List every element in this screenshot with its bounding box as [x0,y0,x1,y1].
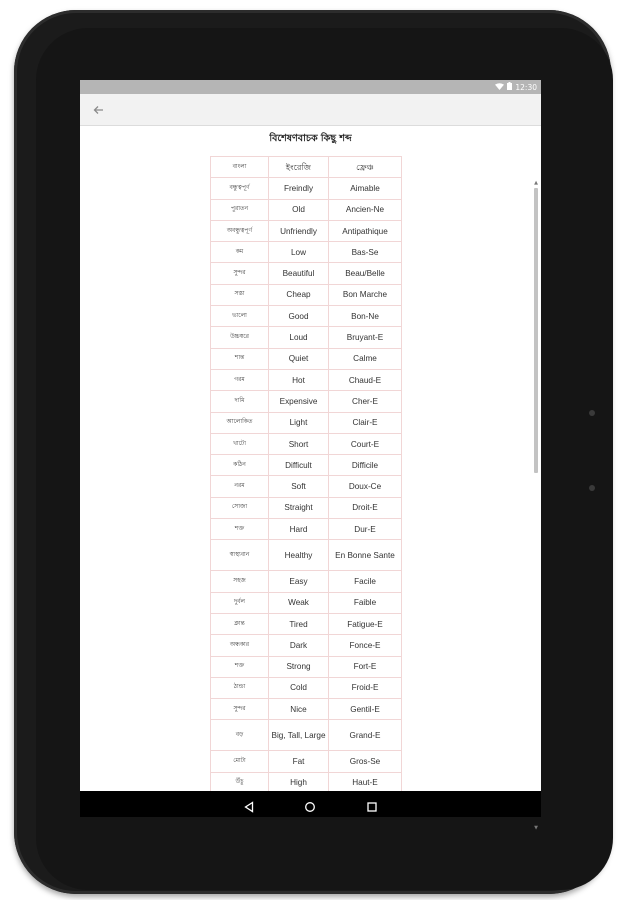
page-title: বিশেষণবাচক কিছু শব্দ [269,133,352,144]
cell-french: Haut-E [329,772,402,793]
wifi-icon [495,83,504,92]
cell-english: High [269,772,329,793]
cell-english: Straight [269,497,329,518]
cell-english: Healthy [269,540,329,571]
cell-english: Loud [269,327,329,348]
cell-bengali: ক্লান্ত [211,613,269,634]
cell-french: Froid-E [329,677,402,698]
cell-french: Bas-Se [329,242,402,263]
cell-english: Unfriendly [269,220,329,241]
table-row [211,677,402,698]
cell-bengali: বাংলা [211,157,269,178]
scroll-up-arrow-icon[interactable]: ▲ [534,180,538,186]
cell-english: Hard [269,519,329,540]
cell-french: Bon-Ne [329,306,402,327]
nav-back-triangle-icon[interactable] [243,798,255,810]
status-bar [80,80,541,94]
table-row [211,220,402,241]
table-row [211,306,402,327]
cell-french: Cher-E [329,391,402,412]
status-time: 12:30 [515,82,537,92]
cell-french: En Bonne Sante [329,540,402,571]
cell-english: Cold [269,677,329,698]
cell-bengali: সস্তা [211,284,269,305]
cell-french: Bon Marche [329,284,402,305]
cell-french: ফ্রেঞ্চ [329,157,402,178]
cell-bengali: পুরাতন [211,199,269,220]
cell-bengali: অবন্ধুত্বপূর্ণ [211,220,269,241]
side-sensor-top [589,410,595,416]
cell-bengali: বড় [211,720,269,751]
table-row [211,178,402,199]
table-row [211,476,402,497]
content-area[interactable] [80,126,541,831]
cell-english: Hot [269,369,329,390]
cell-english: Dark [269,635,329,656]
cell-english: Easy [269,571,329,592]
cell-french: Droit-E [329,497,402,518]
device-screen [80,80,541,831]
cell-english: Nice [269,699,329,720]
cell-bengali: শক্ত [211,519,269,540]
table-row [211,497,402,518]
cell-english: Soft [269,476,329,497]
table-row [211,656,402,677]
cell-english: Old [269,199,329,220]
table-row [211,455,402,476]
nav-recents-square-icon[interactable] [366,798,378,810]
cell-bengali: কঠিন [211,455,269,476]
cell-french: Grand-E [329,720,402,751]
cell-english: Quiet [269,348,329,369]
cell-bengali: ভালো [211,306,269,327]
table-row [211,751,402,772]
cell-french: Calme [329,348,402,369]
cell-french: Clair-E [329,412,402,433]
cell-bengali: দুর্বল [211,592,269,613]
cell-french: Dur-E [329,519,402,540]
cell-english: Strong [269,656,329,677]
table-row [211,348,402,369]
cell-english: Freindly [269,178,329,199]
side-sensor-bottom [589,485,595,491]
cell-french: Facile [329,571,402,592]
table-row [211,412,402,433]
cell-bengali: সুন্দর [211,263,269,284]
arrow-back-icon[interactable] [88,100,108,120]
cell-english: Difficult [269,455,329,476]
cell-english: Expensive [269,391,329,412]
cell-bengali: খাটো [211,433,269,454]
cell-english: Fat [269,751,329,772]
cell-english: ইংরেজি [269,157,329,178]
cell-bengali: বন্ধুত্বপূর্ণ [211,178,269,199]
cell-bengali: গরম [211,369,269,390]
cell-french: Difficile [329,455,402,476]
cell-french: Beau/Belle [329,263,402,284]
cell-french: Fatigue-E [329,613,402,634]
table-row [211,540,402,571]
status-icons [495,82,537,92]
cell-french: Aimable [329,178,402,199]
table-row [211,369,402,390]
cell-english: Tired [269,613,329,634]
table-row [211,635,402,656]
cell-bengali: শক্ত [211,656,269,677]
cell-french: Doux-Ce [329,476,402,497]
cell-french: Faible [329,592,402,613]
navigation-bar [80,791,541,817]
battery-icon [507,82,512,92]
cell-french: Ancien-Ne [329,199,402,220]
table-row [211,199,402,220]
table-row [211,699,402,720]
cell-english: Short [269,433,329,454]
table-row [211,519,402,540]
cell-english: Big, Tall, Large [269,720,329,751]
table-row [211,327,402,348]
cell-bengali: ঠান্ডা [211,677,269,698]
cell-bengali: উঁচু [211,772,269,793]
cell-english: Light [269,412,329,433]
vocabulary-table [210,156,402,794]
cell-english: Cheap [269,284,329,305]
cell-bengali: নরম [211,476,269,497]
cell-french: Chaud-E [329,369,402,390]
cell-french: Court-E [329,433,402,454]
cell-bengali: স্বাস্থ্যবান [211,540,269,571]
cell-bengali: দামি [211,391,269,412]
table-row [211,433,402,454]
app-bar [80,94,541,126]
cell-french: Fonce-E [329,635,402,656]
cell-english: Low [269,242,329,263]
cell-french: Gentil-E [329,699,402,720]
cell-bengali: আলোকিত [211,412,269,433]
table-row [211,284,402,305]
cell-french: Fort-E [329,656,402,677]
table-row [211,242,402,263]
scroll-down-arrow-icon[interactable]: ▼ [534,825,538,831]
cell-english: Weak [269,592,329,613]
cell-french: Antipathique [329,220,402,241]
cell-bengali: সহজ [211,571,269,592]
cell-bengali: উচ্চস্বরে [211,327,269,348]
table-row [211,263,402,284]
cell-bengali: মোটা [211,751,269,772]
nav-home-circle-icon[interactable] [304,798,316,810]
cell-french: Bruyant-E [329,327,402,348]
table-row [211,592,402,613]
table-row [211,613,402,634]
cell-bengali: অন্ধকার [211,635,269,656]
scroll-thumb[interactable] [534,188,538,473]
cell-bengali: শান্ত [211,348,269,369]
cell-english: Good [269,306,329,327]
cell-bengali: সোজা [211,497,269,518]
cell-bengali: সুন্দর [211,699,269,720]
table-row [211,157,402,178]
table-row [211,391,402,412]
cell-english: Beautiful [269,263,329,284]
scrollbar[interactable] [533,180,539,831]
table-row [211,571,402,592]
cell-bengali: কম [211,242,269,263]
table-row [211,720,402,751]
cell-french: Gros-Se [329,751,402,772]
